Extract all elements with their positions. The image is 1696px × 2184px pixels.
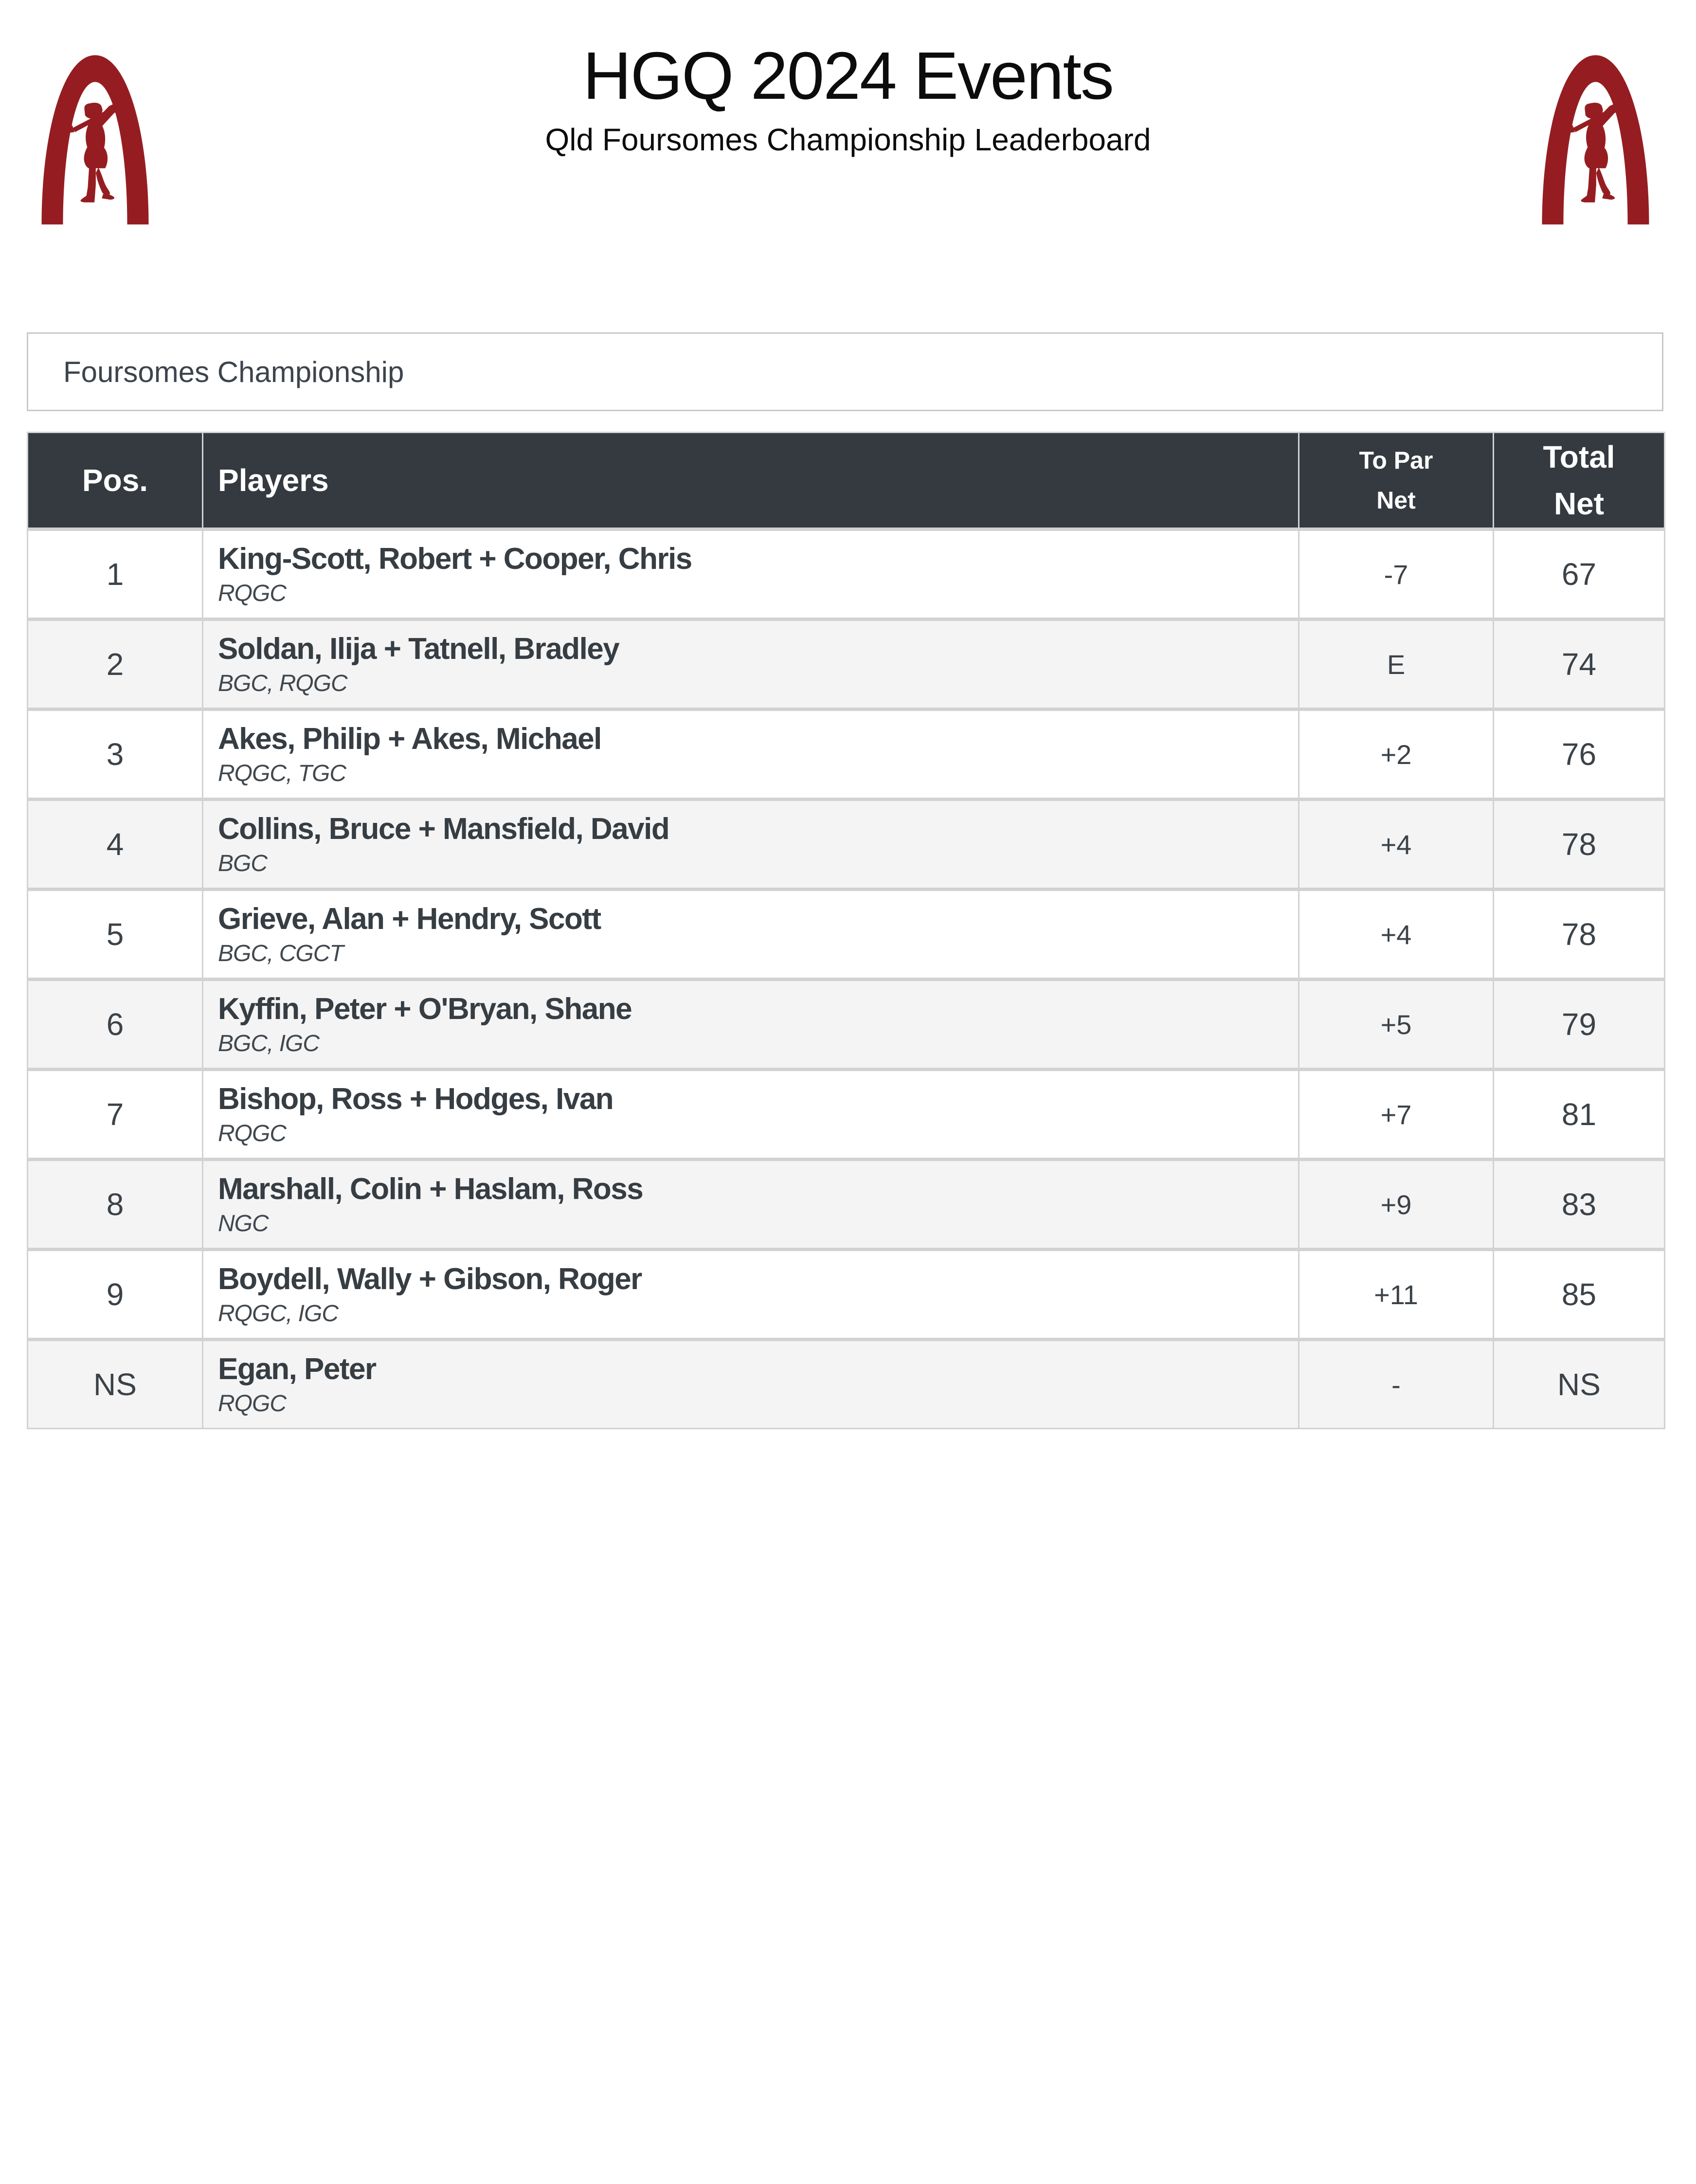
player-names: Collins, Bruce + Mansfield, David <box>218 812 669 846</box>
total-net-cell: 74 <box>1494 619 1665 710</box>
to-par-net-cell: +4 <box>1299 890 1494 980</box>
total-net-cell: 78 <box>1494 800 1665 890</box>
position-cell: 8 <box>28 1160 203 1250</box>
to-par-net-cell: +9 <box>1299 1160 1494 1250</box>
players-cell <box>203 980 1299 1070</box>
position-cell: 1 <box>28 529 203 619</box>
players-cell <box>203 1160 1299 1250</box>
to-par-net-cell: +5 <box>1299 980 1494 1070</box>
table-row <box>28 980 1665 1070</box>
position-cell: 2 <box>28 619 203 710</box>
player-names: Boydell, Wally + Gibson, Roger <box>218 1262 642 1296</box>
to-par-net-cell: - <box>1299 1340 1494 1429</box>
table-row <box>28 529 1665 619</box>
players-cell <box>203 1340 1299 1429</box>
total-net-cell: 81 <box>1494 1070 1665 1160</box>
leaderboard-header <box>28 433 1665 529</box>
player-names: Grieve, Alan + Hendry, Scott <box>218 902 601 936</box>
column-header-to-par-net: To Par Net <box>1299 433 1494 529</box>
to-par-net-cell: +2 <box>1299 710 1494 800</box>
table-row <box>28 619 1665 710</box>
table-row <box>28 1340 1665 1429</box>
to-par-net-cell: +11 <box>1299 1250 1494 1340</box>
column-header-total-net: Total Net <box>1494 433 1665 529</box>
position-cell: 7 <box>28 1070 203 1160</box>
to-par-net-cell: +4 <box>1299 800 1494 890</box>
player-names: Kyffin, Peter + O'Bryan, Shane <box>218 992 632 1026</box>
to-par-net-cell: -7 <box>1299 529 1494 619</box>
players-cell <box>203 619 1299 710</box>
table-row <box>28 1250 1665 1340</box>
player-clubs: RQGC <box>218 581 286 607</box>
player-clubs: BGC, CGCT <box>218 941 343 967</box>
players-cell <box>203 890 1299 980</box>
to-par-net-cell: E <box>1299 619 1494 710</box>
leaderboard-table <box>27 432 1665 1429</box>
position-cell: NS <box>28 1340 203 1429</box>
event-section-title: Foursomes Championship <box>63 355 404 388</box>
to-par-net-cell: +7 <box>1299 1070 1494 1160</box>
player-names: Marshall, Colin + Haslam, Ross <box>218 1172 643 1206</box>
player-names: Akes, Philip + Akes, Michael <box>218 722 601 756</box>
total-net-cell: NS <box>1494 1340 1665 1429</box>
table-row <box>28 1160 1665 1250</box>
player-clubs: RQGC, TGC <box>218 761 346 787</box>
players-cell <box>203 800 1299 890</box>
table-row <box>28 890 1665 980</box>
column-header-players: Players <box>203 433 1299 529</box>
player-clubs: RQGC <box>218 1121 286 1147</box>
position-cell: 5 <box>28 890 203 980</box>
page-title: HGQ 2024 Events <box>583 38 1113 113</box>
total-net-cell: 85 <box>1494 1250 1665 1340</box>
players-cell <box>203 1070 1299 1160</box>
total-net-cell: 83 <box>1494 1160 1665 1250</box>
total-net-cell: 78 <box>1494 890 1665 980</box>
player-clubs: BGC, IGC <box>218 1031 320 1057</box>
position-cell: 9 <box>28 1250 203 1340</box>
player-clubs: BGC <box>218 851 268 877</box>
players-cell <box>203 710 1299 800</box>
total-net-cell: 79 <box>1494 980 1665 1070</box>
total-net-cell: 67 <box>1494 529 1665 619</box>
table-row <box>28 710 1665 800</box>
total-net-cell: 76 <box>1494 710 1665 800</box>
player-clubs: RQGC, IGC <box>218 1301 339 1327</box>
position-cell: 4 <box>28 800 203 890</box>
column-header-pos: Pos. <box>28 433 203 529</box>
player-names: Egan, Peter <box>218 1352 376 1386</box>
player-clubs: RQGC <box>218 1391 286 1417</box>
table-row <box>28 1070 1665 1160</box>
position-cell: 6 <box>28 980 203 1070</box>
players-cell <box>203 529 1299 619</box>
player-names: Bishop, Ross + Hodges, Ivan <box>218 1082 613 1116</box>
player-names: King-Scott, Robert + Cooper, Chris <box>218 542 692 576</box>
players-cell <box>203 1250 1299 1340</box>
event-section-box <box>27 332 1663 411</box>
player-clubs: NGC <box>218 1211 269 1237</box>
player-clubs: BGC, RQGC <box>218 671 347 697</box>
position-cell: 3 <box>28 710 203 800</box>
player-names: Soldan, Ilija + Tatnell, Bradley <box>218 632 619 666</box>
page-subtitle: Qld Foursomes Championship Leaderboard <box>545 122 1151 157</box>
table-row <box>28 800 1665 890</box>
